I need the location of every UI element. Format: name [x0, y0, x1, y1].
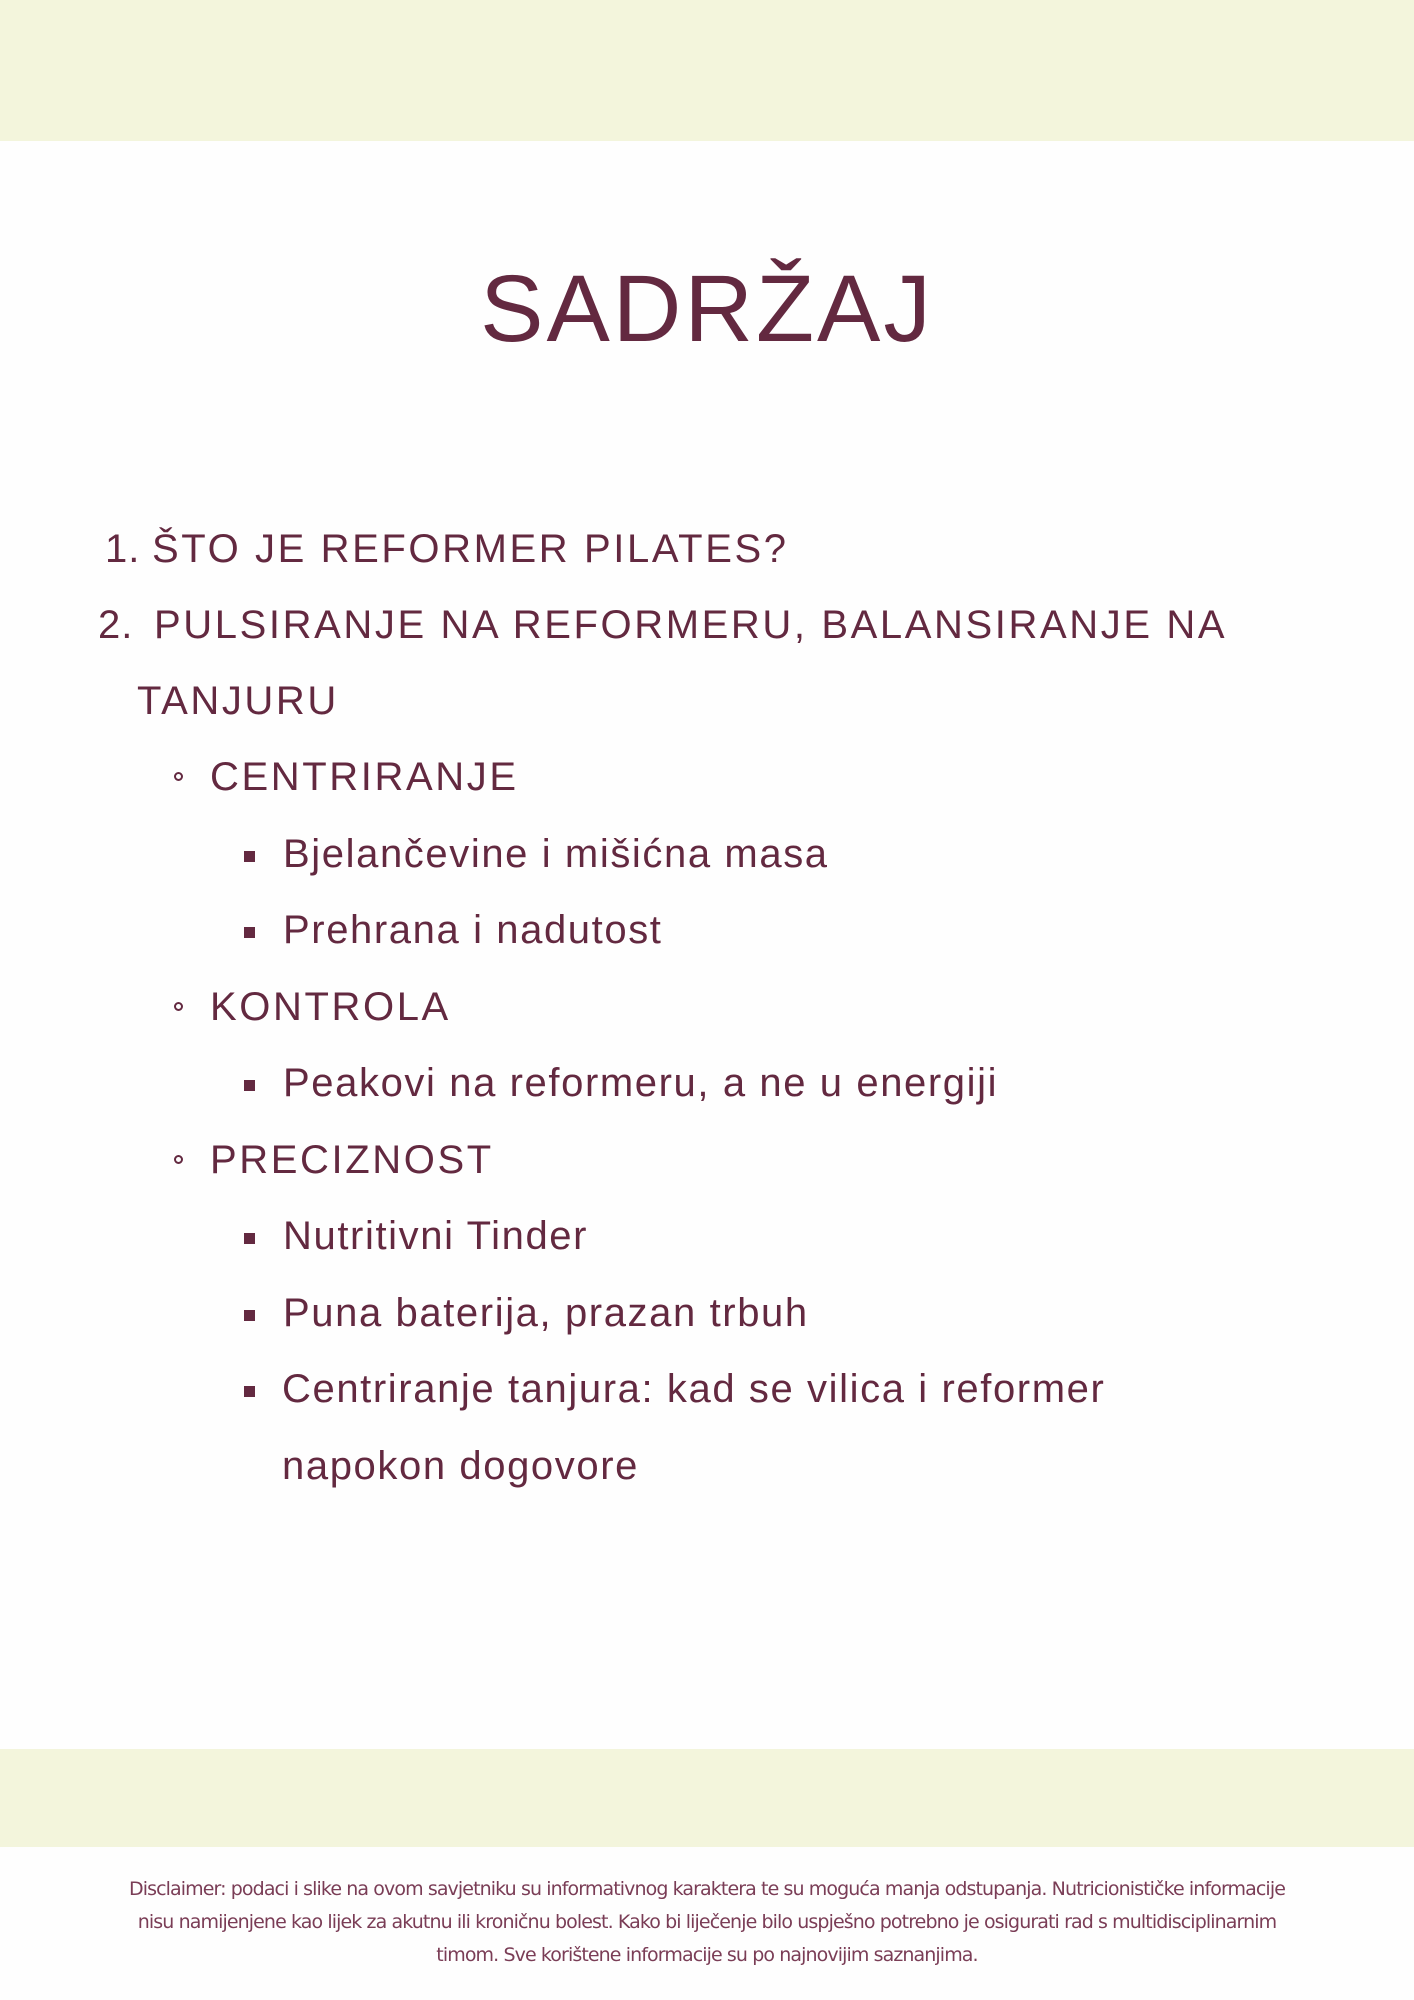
toc-item-2: PULSIRANJE NA REFORMERU, BALANSIRANJE NA [154, 603, 1228, 647]
circle-bullet-icon [174, 1155, 183, 1164]
header-band [0, 0, 1414, 141]
disclaimer-line: Disclaimer: podaci i slike na ovom savjetniku su informativnog karaktera te su moguća manja odstupanja. Nutricionističke informacije [129, 1878, 1285, 1900]
toc-topic: Nutritivni Tinder [283, 1214, 589, 1258]
toc-topic: Bjelančevine i mišićna masa [283, 832, 829, 876]
square-bullet-icon [244, 851, 255, 862]
toc-item-number: 2. [98, 603, 134, 647]
disclaimer-line: nisu namijenjene kao lijek za akutnu ili kroničnu bolest. Kako bi liječenje bilo uspješno potrebno je osigurati rad s multidisciplinarnim [137, 1911, 1277, 1933]
square-bullet-icon [244, 1080, 255, 1091]
toc-section-preciznost: PRECIZNOST [210, 1138, 494, 1182]
toc-topic: Puna baterija, prazan trbuh [283, 1291, 809, 1335]
toc-section-kontrola: KONTROLA [210, 985, 451, 1029]
toc-item-1: ŠTO JE REFORMER PILATES? [152, 527, 789, 571]
toc-item-2-continuation: TANJURU [137, 679, 339, 723]
toc-topic: Prehrana i nadutost [283, 908, 663, 952]
square-bullet-icon [244, 1233, 255, 1244]
square-bullet-icon [244, 1310, 255, 1321]
square-bullet-icon [244, 927, 255, 938]
toc-item-number: 1. [105, 527, 141, 571]
disclaimer-line: timom. Sve korištene informacije su po najnovijim saznanjima. [436, 1944, 978, 1966]
square-bullet-icon [244, 1386, 255, 1397]
circle-bullet-icon [174, 772, 183, 781]
toc-topic: Centriranje tanjura: kad se vilica i reformer [282, 1367, 1106, 1411]
toc-topic-continuation: napokon dogovore [282, 1444, 639, 1488]
footer-band [0, 1749, 1414, 1847]
circle-bullet-icon [174, 1002, 183, 1011]
disclaimer [0, 1873, 1414, 1972]
toc-section-centriranje: CENTRIRANJE [210, 755, 519, 799]
page-title: SADRŽAJ [480, 256, 934, 362]
toc-topic: Peakovi na reformeru, a ne u energiji [283, 1061, 999, 1105]
